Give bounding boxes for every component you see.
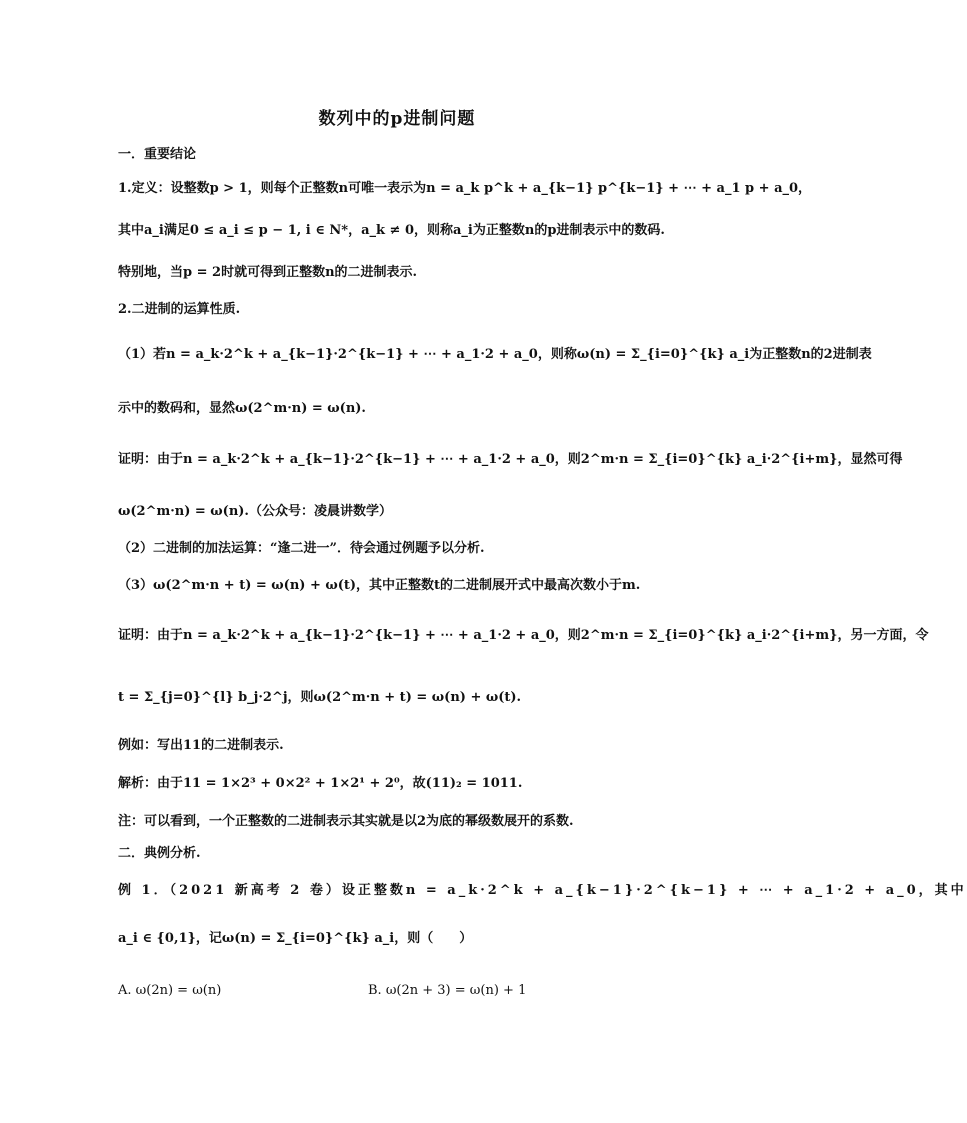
definition-line-1: 1.定义：设整数p > 1，则每个正整数n可唯一表示为n = a_k p^k + a_{k−1} p^{k−1} + ⋯ + a_1 p + a_0， — [118, 181, 812, 196]
proof-1-line-1: 证明：由于n = a_k·2^k + a_{k−1}·2^{k−1} + ⋯ + a_1·2 + a_0，则2^m·n = Σ_{i=0}^{k} a_i·2^{i+m}，显然可得 — [118, 452, 903, 467]
option-b: B. ω(2n + 3) = ω(n) + 1 — [368, 983, 527, 998]
property-1-line-1: （1）若n = a_k·2^k + a_{k−1}·2^{k−1} + ⋯ + a_1·2 + a_0，则称ω(n) = Σ_{i=0}^{k} a_i为正整数n的2进制表 — [118, 347, 872, 362]
section-heading-2: 二．典例分析. — [118, 846, 201, 861]
example-1-line-1: 例 1．（2021 新高考 2 卷）设正整数n = a_k·2^k + a_{k−1}·2^{k−1} + ⋯ + a_1·2 + a_0，其中 — [118, 883, 967, 898]
property-3-line: （3）ω(2^m·n + t) = ω(n) + ω(t)，其中正整数t的二进制展开式中最高次数小于m. — [118, 578, 641, 593]
example-1-line-2: a_i ∈ {0,1}，记ω(n) = Σ_{i=0}^{k} a_i，则（ ） — [118, 931, 473, 946]
doc-title: 数列中的p进制问题 — [318, 109, 476, 129]
proof-3-line-2: t = Σ_{j=0}^{l} b_j·2^j，则ω(2^m·n + t) = ω(n) + ω(t). — [118, 690, 522, 705]
definition-line-3: 特别地，当p = 2时就可得到正整数n的二进制表示. — [118, 265, 418, 280]
property-heading: 2.二进制的运算性质. — [118, 302, 241, 317]
definition-line-2: 其中a_i满足0 ≤ a_i ≤ p − 1, i ∈ N*，a_k ≠ 0，则称a_i为正整数n的p进制表示中的数码. — [118, 223, 665, 238]
section-heading-1: 一．重要结论 — [118, 147, 197, 162]
property-1-line-2: 示中的数码和，显然ω(2^m·n) = ω(n). — [118, 401, 366, 416]
proof-3-line-1: 证明：由于n = a_k·2^k + a_{k−1}·2^{k−1} + ⋯ + a_1·2 + a_0，则2^m·n = Σ_{i=0}^{k} a_i·2^{i+m}，另一方面，令 — [118, 628, 929, 643]
proof-1-line-2: ω(2^m·n) = ω(n).（公众号：凌晨讲数学） — [118, 504, 392, 519]
option-a: A. ω(2n) = ω(n) — [118, 983, 222, 998]
solution-line: 解析：由于11 = 1×2³ + 0×2² + 1×2¹ + 2⁰，故(11)₂ = 1011. — [118, 776, 523, 791]
property-2-line: （2）二进制的加法运算：“逢二进一”．待会通过例题予以分析. — [118, 541, 485, 556]
example-line: 例如：写出11的二进制表示. — [118, 738, 284, 753]
note-line: 注：可以看到，一个正整数的二进制表示其实就是以2为底的幂级数展开的系数. — [118, 814, 574, 829]
